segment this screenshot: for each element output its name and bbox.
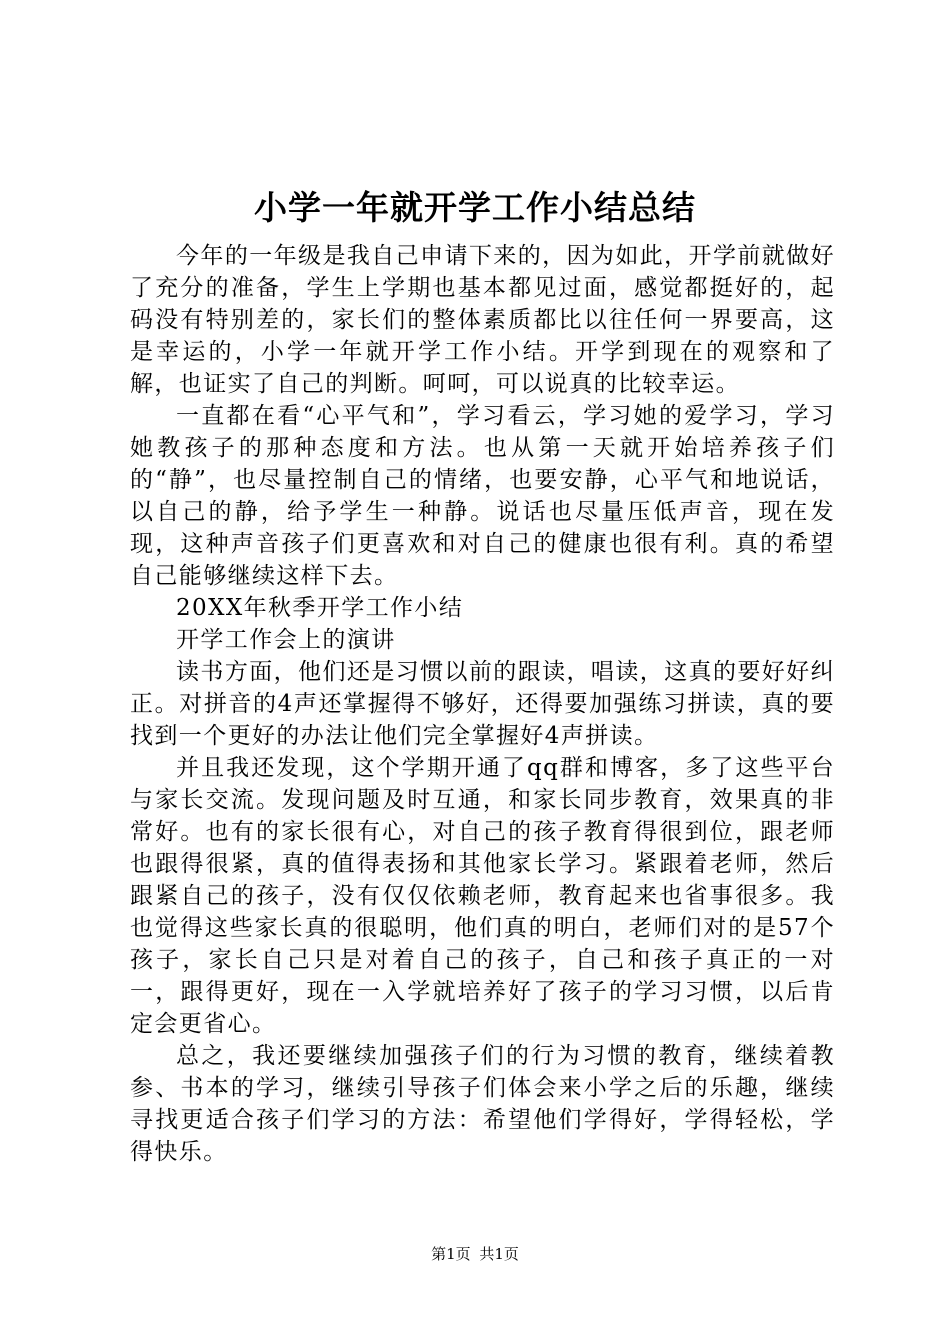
paragraph-reading: 读书方面，他们还是习惯以前的跟读，唱读，这真的要好好纠正。对拼音的4声还掌握得不够好，还得要加强练习拼读，真的要找到一个更好的办法让他们完全掌握好4声拼读。	[130, 659, 835, 749]
page-total: 共1页	[479, 1245, 519, 1263]
document-title: 小学一年就开学工作小结总结	[254, 188, 696, 227]
section-heading-speech: 开学工作会上的演讲	[176, 627, 396, 653]
page-footer	[0, 1244, 950, 1264]
page-number: 第1页	[431, 1245, 471, 1263]
document-body	[130, 240, 835, 1168]
paragraph-parents: 并且我还发现，这个学期开通了qq群和博客，多了这些平台与家长交流。发现问题及时互通，和家长同步教育，效果真的非常好。也有的家长很有心，对自己的孩子教育得很到位，跟老师也跟得很紧，真的值得表扬和其他家长学习。紧跟着老师，然后跟紧自己的孩子，没有仅仅依赖老师，教育起来也省事很多。我也觉得这些家长真的很聪明，他们真的明白，老师们对的是57个孩子，家长自己只是对着自己的孩子，自己和孩子真正的一对一，跟得更好，现在一入学就培养好了孩子的学习习惯，以后肯定会更省心。	[130, 755, 835, 1037]
paragraph-1: 今年的一年级是我自己申请下来的，因为如此，开学前就做好了充分的准备，学生上学期也基本都见过面，感觉都挺好的，起码没有特别差的，家长们的整体素质都比以往任何一界要高，这是幸运的，小学一年就开学工作小结。开学到现在的观察和了解，也证实了自己的判断。呵呵，可以说真的比较幸运。	[130, 243, 835, 397]
paragraph-conclusion: 总之，我还要继续加强孩子们的行为习惯的教育，继续着教参、书本的学习，继续引导孩子们体会来小学之后的乐趣，继续寻找更适合孩子们学习的方法：希望他们学得好，学得轻松，学得快乐。	[130, 1043, 835, 1165]
paragraph-2: 一直都在看“心平气和”，学习看云，学习她的爱学习，学习她教孩子的那种态度和方法。也从第一天就开始培养孩子们的“静”，也尽量控制自己的情绪，也要安静，心平气和地说话，以自己的静，给予学生一种静。说话也尽量压低声音，现在发现，这种声音孩子们更喜欢和对自己的健康也很有利。真的希望自己能够继续这样下去。	[130, 403, 835, 589]
section-heading-autumn: 20XX年秋季开学工作小结	[176, 595, 464, 621]
